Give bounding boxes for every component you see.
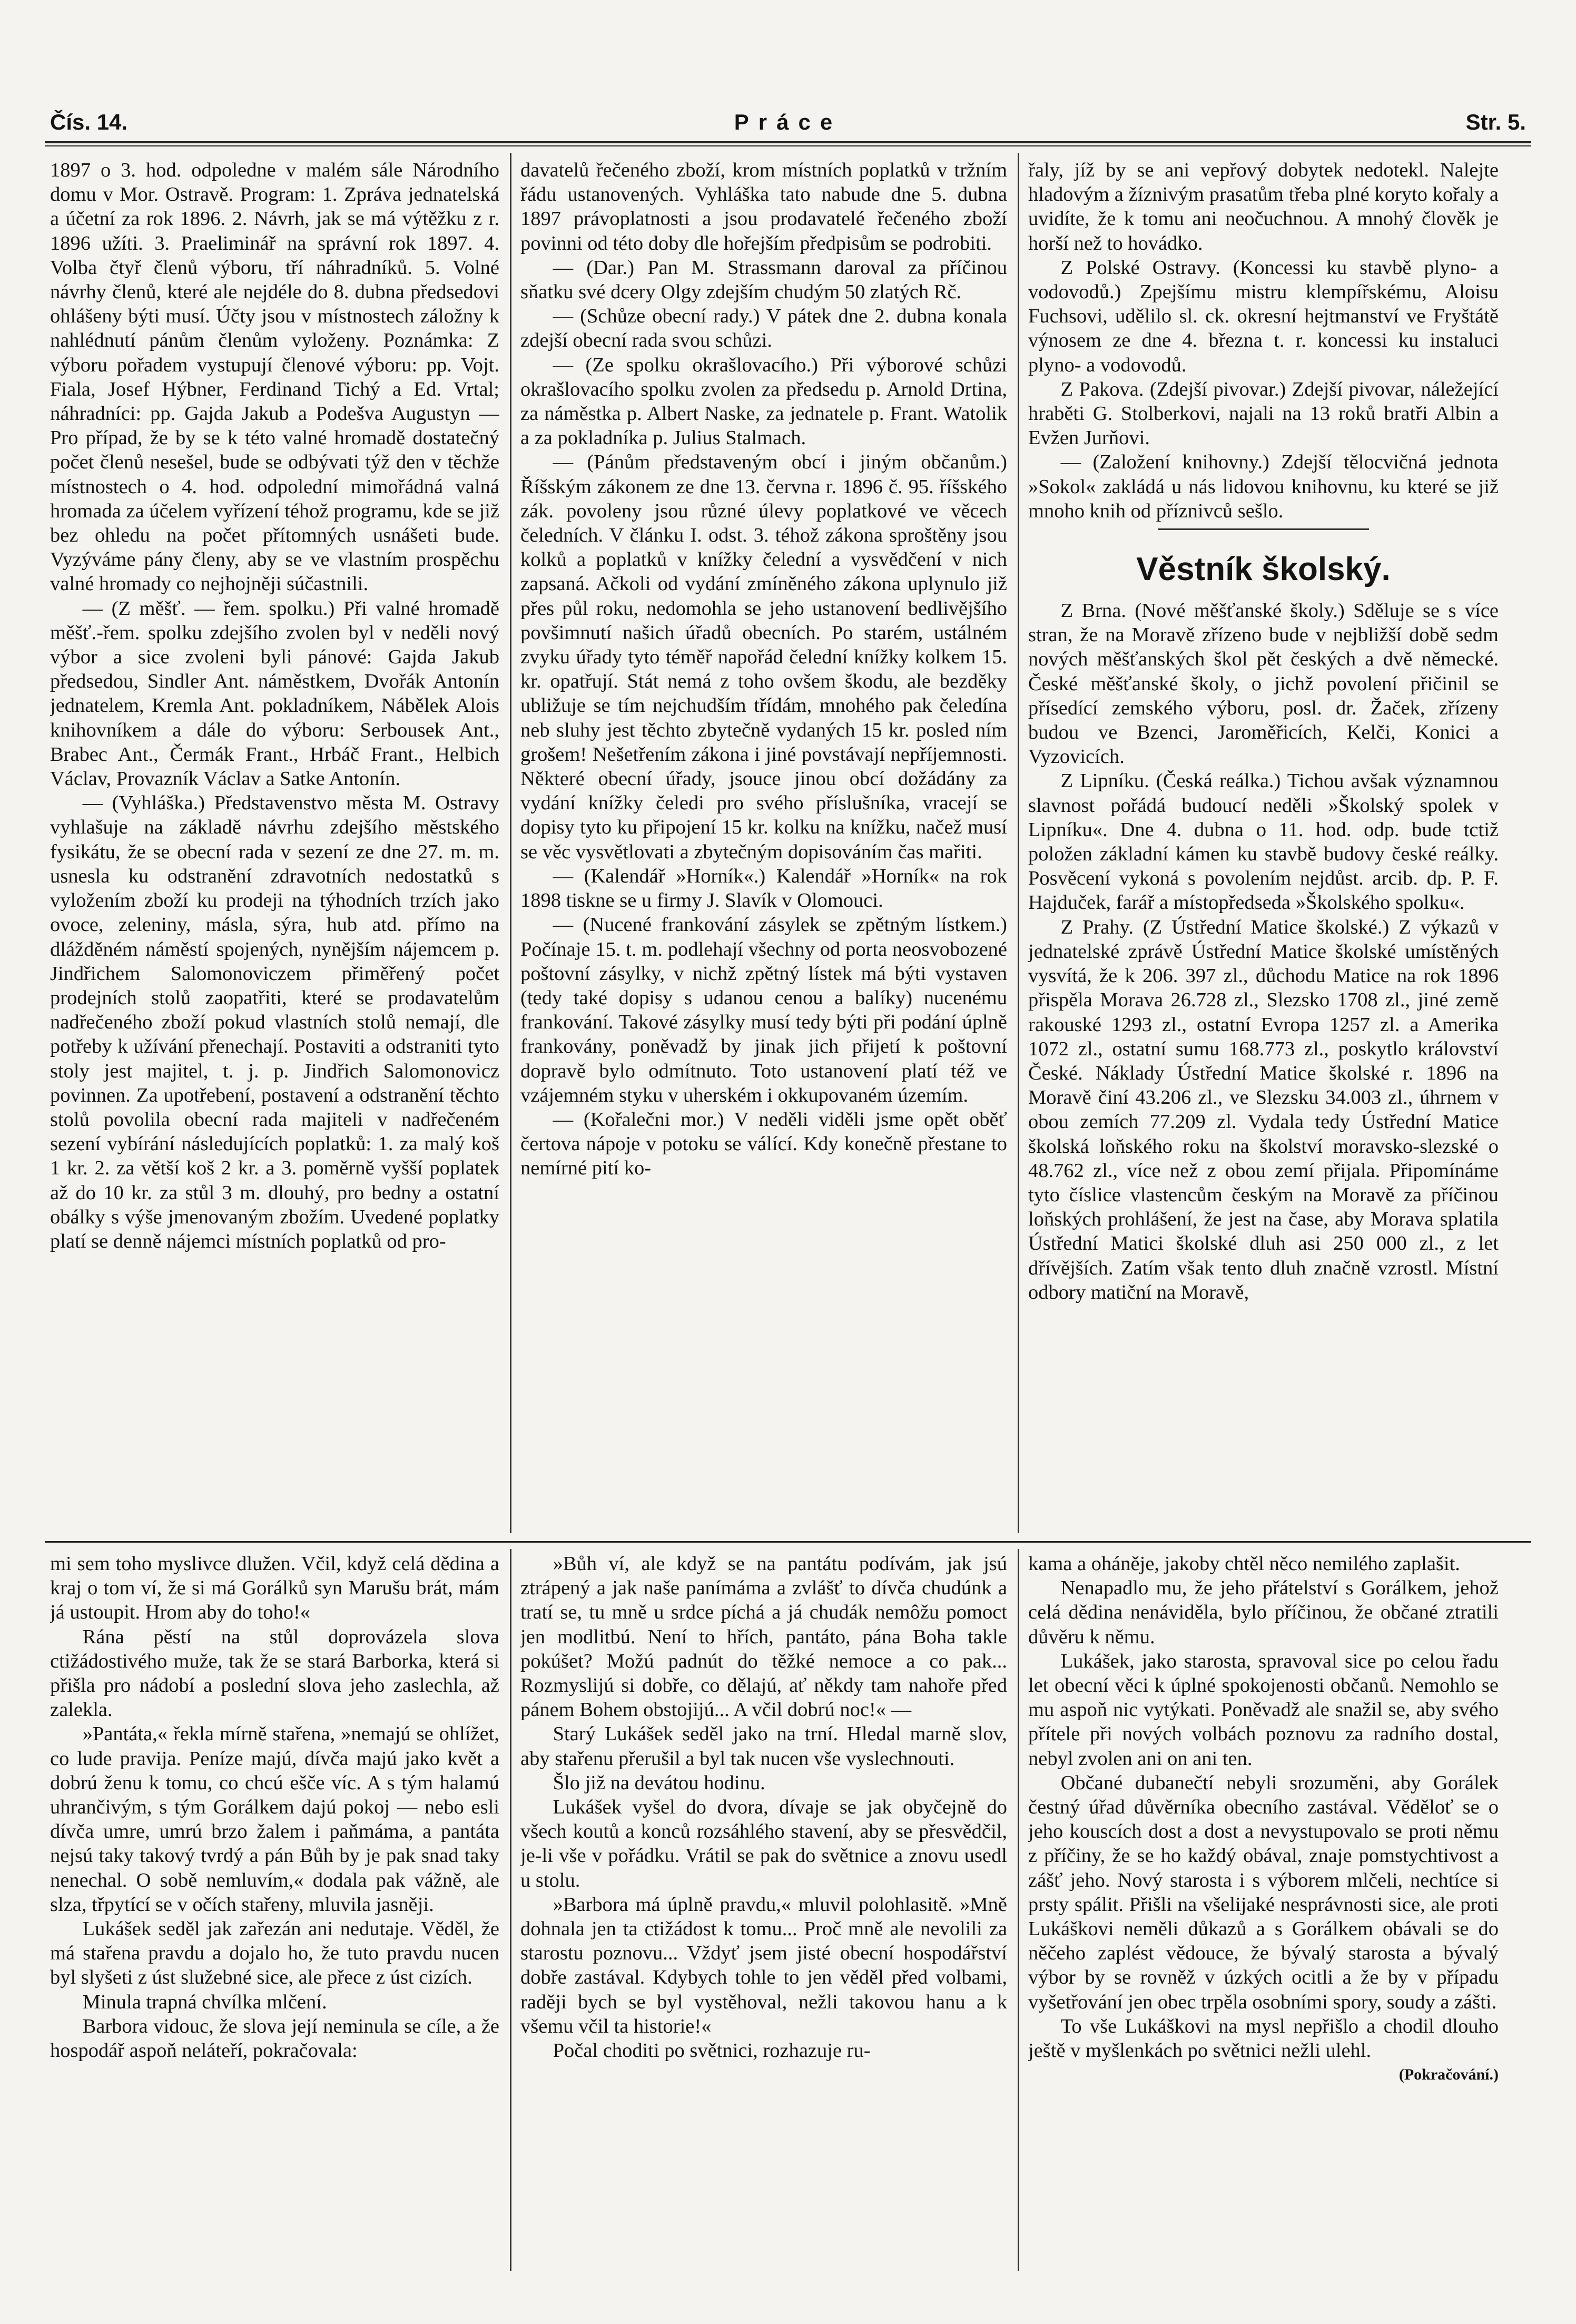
issue-number: Čís. 14. [50,110,128,134]
header-rule-thin [45,145,1531,146]
paragraph: Šlo již na devátou hodinu. [553,1771,765,1794]
paragraph: To vše Lukáškovi na mysl nepřišlo a chodil dlouho ještě v myšlenkách po světnici nežli ulehl. [1028,2015,1499,2062]
paragraph: Starý Lukášek seděl jako na trní. Hledal marně slov, aby stařenu přerušil a byl tak nucen vše vyslechnouti. [520,1723,1007,1770]
paragraph: Občané dubanečtí nebyli srozuměni, aby Gorálek čestný úřad důvěrníka obecního zastával. Věděloť se o jeho kouscích dost a dost a nevystupovalo se proti němu z příčiny, že se ho každý obával, znaje pomstychtivost a zášť jeho. Nový starosta i s výborem mlčeli, nechtíce si prsty spálit. Přišli na všelijaké nesprávnosti sice, ale proti Lukáškovi neměli důkazů a s Gorálkem obávali se do něčeho zaplést vědouce, že bývalý starosta a bývalý výbor by se rovněž v úzkých ocitli a že by v případu vyšetřování jen obec trpěla osobními spory, soudy a zášti. [1028,1771,1499,2013]
paragraph: — (Schůze obecní rady.) V pátek dne 2. dubna konala zdejší obecní rada svou schůzi. [520,305,1007,352]
paragraph: Nenapadlo mu, že jeho přátelství s Gorálkem, jehož celá dědina nenáviděla, bylo příčinou, že občané ztratili důvěru k němu. [1028,1577,1499,1648]
paragraph: »Barbora má úplně pravdu,« mluvil polohlasitě. »Mně dohnala jen ta ctižádost k tomu... Proč mně ale nevolili za starostu poznovu... Vždyť jsem jisté obecní hospodářství dobře zastával. Kdybych tohle to jen věděl před volbami, raději bych se byl vystěhoval, nežli takovou hanu a k všemu včil ta historie!« [520,1893,1007,2037]
paragraph: Z Lipníku. (Česká reálka.) Tichou avšak významnou slavnost pořádá budoucí neděli »Školský spolek v Lipníku«. Dne 4. dubna o 11. hod. odp. bude tctiž položen základní kámen ku stavbě budovy české reálky. Posvěcení vykoná s povolením nejdůst. arcib. dp. P. F. Hajduček, farář a místopředseda »Školského spolku«. [1028,770,1499,914]
paragraph: — (Kořalečni mor.) V neděli viděli jsme opět oběť čertova nápoje v potoku se válící. Kdy konečně přestane to nemírné pití ko- [520,1108,1007,1180]
paragraph: — (Z měšť. — řem. spolku.) Při valné hromadě měšť.-řem. spolku zdejšího zvolen byl v neděli nový výbor a sice zvoleni byli pánové: Gajda Jakub předsedou, Sindler Ant. náměstkem, Dvořák Antonín jednatelem, Kremla Ant. pokladníkem, Nábělek Alois knihovníkem a dále do výboru: Serbousek Ant., Brabec Ant., Čermák Frant., Hrbáč Frant., Helbich Václav, Provazník Václav a Satke Antonín. [50,597,499,790]
paragraph: Rána pěstí na stůl doprovázela slova ctižádostivého muže, tak že se stará Barborka, která si přišla pro nádobí a poslední slova jeho zaslechla, až zalekla. [50,1625,499,1721]
paragraph: »Bůh ví, ale když se na pantátu podívám, jak jsú ztrápený a jak naše panímáma a zvlášť to dívča chudúnk a tratí se, tu mně u srdce píchá a já chudák nemôžu pomoct jen modlitbú. Není to hřích, pantáto, pána Boha takle pokúšet? Možú padnút do těžké nemoce a co pak... Rozmyslijú si dobře, co dělajú, ať někdy tam nahoře před pánem Bohem obstojijú... A včil dobrú noc!« — [520,1553,1007,1721]
news-column-3 [1028,158,1499,1536]
paragraph: — (Dar.) Pan M. Strassmann daroval za příčinou sňatku své dcery Olgy zdejším chudým 50 zlatých Rč. [520,256,1007,303]
paragraph: »Pantáta,« řekla mírně stařena, »nemajú se ohlížet, co lude pravija. Peníze majú, dívča majú jako květ a dobrú ženu k tomu, co chcú ešče víc. A s tým halamú uhrančivým, s tým Gorálkem dajú pokoj — nebo esli dívča umre, umrú brzo žalem i paňmáma, a pantáta nejsú taky takový tvrdý a pán Bůh by je pak snad taky nenechal. O sobě nemluvím,« dodala pak vážně, ale slza, třpytící se v očích stařeny, mluvila jasněji. [50,1723,499,1916]
feuilleton-rule [45,1541,1531,1543]
paragraph: Lukášek, jako starosta, spravoval sice po celou řadu let obecní věci k úplné spokojenosti občanů. Nemohlo se mu aspoň nic vytýkati. Poněvadž ale snažil se, aby svého přítele při nových volbách poznovu za radního dostal, nebyl zvolen ani on ani ten. [1028,1650,1499,1770]
news-column-1 [50,158,499,1536]
column-divider-3 [510,1549,511,2271]
paragraph: Z Prahy. (Z Ústřední Matice školské.) Z výkazů v jednatelské zprávě Ústřední Matice školské umístěných vysvítá, že k 206. 397 zl., důchodu Matice na rok 1896 přispěla Morava 26.728 zl., Slezsko 1708 zl., jiné země rakouské 1293 zl., ostatní Evropa 1257 zl. a Amerika 1072 zl., ostatní sumu 168.773 zl., poskytlo království České. Náklady Ústřední Matice školské r. 1896 na Moravě činí 43.206 zl., ve Slezsku 34.003 zl., úhrnem v obou zemích 77.209 zl. Vydala tedy Ústřední Matice školská loňského roku na školství moravsko-slezské o 48.762 zl., více než z obou zemí přijala. Připomínáme tyto číslice vlastencům českým na Moravě za příčinou loňských prohlášení, že jest na čase, aby Morava splatila Ústřední Matici školské dluh asi 250 000 zl., z let dřívějších. Zatím však tento dluh značně vzrostl. Místní odbory matiční na Moravě, [1028,916,1499,1303]
paragraph: Z Polské Ostravy. (Koncessi ku stavbě plyno- a vodovodů.) Zpejšímu mistru klempířskému, Aloisu Fuchsovi, udělilo sl. ck. okresní hejtmanství ve Fryštátě výnosem ze dne 4. března t. r. koncessi ku instaluci plyno- a vodovodů. [1028,256,1499,376]
header-rule-thick [45,141,1531,143]
paragraph: Z Brna. (Nové měšťanské školy.) Sděluje se s více stran, že na Moravě zřízeno bude v nejbližší době sedm nových měšťanských škol pět českých a dvě německé. České měšťanské školy, o jichž povolení přičinil se přísedící zemského výboru, posl. dr. Žaček, zřízeny budou ve Bzenci, Jaroměřicích, Kelči, Konici a Vyzovicích. [1028,600,1499,768]
page-number: Str. 5. [1465,110,1526,134]
paragraph: 1897 o 3. hod. odpoledne v malém sále Národního domu v Mor. Ostravě. Program: 1. Zpráva jednatelská a účetní za rok 1896. 2. Návrh, jak se má výtěžku z r. 1896 užíti. 3. Praeliminář na správní rok 1897. 4. Volba čtyř členů výboru, tří náhradníků. 5. Volné návrhy členů, které ale nejdéle do 8. dubna předsedovi ohlášeny býti musí. Účty jsou v místnostech záložny k nahlédnutí pánům členům vyloženy. Poznámka: Z výboru pořadem vystupují členové výboru: pp. Vojt. Fiala, Josef Hýbner, Ferdinand Tichý a Ed. Vrtal; náhradníci: pp. Gajda Jakub a Podešva Augustyn — Pro případ, že by se k této valné hromadě dostatečný počet členů nesešel, bude se odbývati týž den v těchže místnostech o 4. hod. odpolední mimořádná valná hromada za účelem vyřízení téhož programu, kde se již bez ohledu na počet přítomných usnášeti bude. Vyzýváme pány členy, aby se ve vlastním prospěchu valné hromady co nejhojněji súčastnili. [50,159,499,595]
story-column-2 [520,1552,1007,2279]
story-column-3 [1028,1552,1499,2279]
section-separator [1158,528,1370,530]
paragraph: — (Ze spolku okrašlovacího.) Při výborové schůzi okrašlovacího spolku zvolen za předsedu p. Arnold Drtina, za náměstka p. Albert Naske, za jednatele p. Frant. Watolik a za pokladníka p. Julius Stalmach. [520,354,1007,449]
publication-title: Práce [734,110,842,134]
paragraph: — (Vyhláška.) Představenstvo města M. Ostravy vyhlašuje na základě návrhu zdejšího městského fysikátu, že se obecní rada v sezení ze dne 27. m. m. usnesla ku odstranění zdravotních nedostatků s vyložením zboží ku prodeji na týhodních trzích jako ovoce, zeleniny, másla, sýra, hub atd. přímo na dlážděném náměstí spojených, nynějším nájemcem p. Jindřichem Salomonoviczem přiměřený počet prodejních stolů zaopatřiti, které se prodavatelům nadřečeného zboží pokud vlastních stolů nemají, dle potřeby k užívání přenechají. Postaviti a odstraniti tyto stoly jest majitel, t. j. p. Jindřich Salomonovicz povinnen. Za upotřebení, postavení a odstranění těchto stolů povolila obecní rada majiteli v nadřečeném sezení vybírání následujících poplatků: 1. za malý koš 1 kr. 2. za větší koš 2 kr. a 3. poměrně vyšší poplatek až do 10 kr. za stůl 3 m. dlouhý, pro bedny a ostatní obálky s výše jmenovaným zbožím. Uvedené poplatky platí se denně nájemci místních poplatků od pro- [50,792,499,1252]
continuation-note: (Pokračování.) [1398,2066,1499,2084]
column-divider-4 [1018,1549,1019,2271]
column-divider-1 [510,153,511,1533]
paragraph: Počal choditi po světnici, rozhazuje ru- [553,2039,871,2062]
paragraph: Z Pakova. (Zdejší pivovar.) Zdejší pivovar, náležející hraběti G. Stolberkovi, najali na 13 roků bratři Albin a Evžen Jurňovi. [1028,378,1499,449]
paragraph: řaly, jíž by se ani vepřový dobytek nedotekl. Nalejte hladovým a žíznivým prasatům třeba plné koryto kořaly a uvidíte, že k tomu ani neočuchnou. A mnohý člověk je horší než to hovádko. [1028,159,1499,254]
paragraph: — (Kalendář »Horník«.) Kalendář »Horník« na rok 1898 tiskne se u firmy J. Slavík v Olomouci. [520,865,1007,912]
paragraph: Lukášek seděl jak zařezán ani nedutaje. Věděl, že má stařena pravdu a dojalo ho, že tuto pravdu nucen byl slyšeti z úst služebné sice, ale přece z úst cizích. [50,1918,499,1989]
paragraph: kama a oháněje, jakoby chtěl něco nemilého zaplašit. [1028,1553,1460,1575]
paragraph: — (Nucené frankování zásylek se zpětným lístkem.) Počínaje 15. t. m. podlehají všechny od porta neosvobozené poštovní zásylky, v nichž zpětný lístek má býti vystaven (tedy také dopisy s udanou cenou a balíky) nucenému frankování. Takové zásylky musí tedy býti při podání úplně frankovány, poněvadž by jinak jich přijetí k poštovní dopravě bylo odmítnuto. Toto ustanovení platí též ve vzájemném styku v uherském i okkupovaném územím. [520,914,1007,1106]
school-bulletin-heading: Věstník školský. [1136,551,1391,588]
news-column-2 [520,158,1007,1536]
paragraph: — (Pánům představeným obcí i jiným občanům.) Říšským zákonem ze dne 13. června r. 1896 č. 95. říšského zák. povoleny jsou různé úlevy poplatkové ve věcech čeledních. V článku I. odst. 3. téhož zákona sproštěny jsou kolků a poplatků v knížky čelední a vysvědčení v nich zapsaná. Ačkoli od vydání zmíněného zákona uplynulo již přes půl roku, nedomohla se jeho ustanovení bedlivějšího povšimnutí našich úřadů obecních. Po starém, ustálném zvyku úřady tyto téměř napořád čelední knížky kolkem 15. kr. opatřují. Stát nemá z toho ovšem škodu, ale bezděky ubližuje se tím nejchudším třídám, mnohého pak čeledína neb sluhy jest těchto zbytečně vydaných 15 kr. posled ním grošem! Nešetřením zákona i jiné povstávají nepříjemnosti. Některé obecní úřady, jsouce jinou obcí dožádány za vydání knížky čeledi pro svého příslušníka, vracejí se dopisy tyto ku připojení 15 kr. kolku na knížku, načež musí se věc vysvětlovati a zbytečným dopisováním čas mařiti. [520,451,1007,863]
paragraph: mi sem toho myslivce dlužen. Včil, když celá dědina a kraj o tom ví, že si má Gorálků syn Marušu brát, mám já ustoupit. Hrom aby do toho!« [50,1553,499,1624]
paragraph: Lukášek vyšel do dvora, dívaje se jak obyčejně do všech koutů a konců rozsáhlého stavení, aby se přesvědčil, je-li vše v pořádku. Vrátil se pak do světnice a znovu usedl u stolu. [520,1796,1007,1891]
paragraph: — (Založení knihovny.) Zdejší tělocvičná jednota »Sokol« zakládá u nás lidovou knihovnu, ku které se již mnoho knih od příznivců sešlo. [1028,451,1499,522]
story-column-1 [50,1552,499,2279]
page-header [50,105,1526,137]
paragraph: Barbora vidouc, že slova její neminula se cíle, a že hospodář aspoň neláteří, pokračovala: [50,2015,499,2062]
paragraph: davatelů řečeného zboží, krom místních poplatků v tržním řádu ustanovených. Vyhláška tato nabude dne 5. dubna 1897 právoplatnosti a jsou prodavatelé řečeného zboží povinni od této doby dle hořejším předpisům se podrobiti. [520,159,1007,254]
paragraph: Minula trapná chvílka mlčení. [82,1990,327,2013]
column-divider-2 [1018,153,1019,1533]
